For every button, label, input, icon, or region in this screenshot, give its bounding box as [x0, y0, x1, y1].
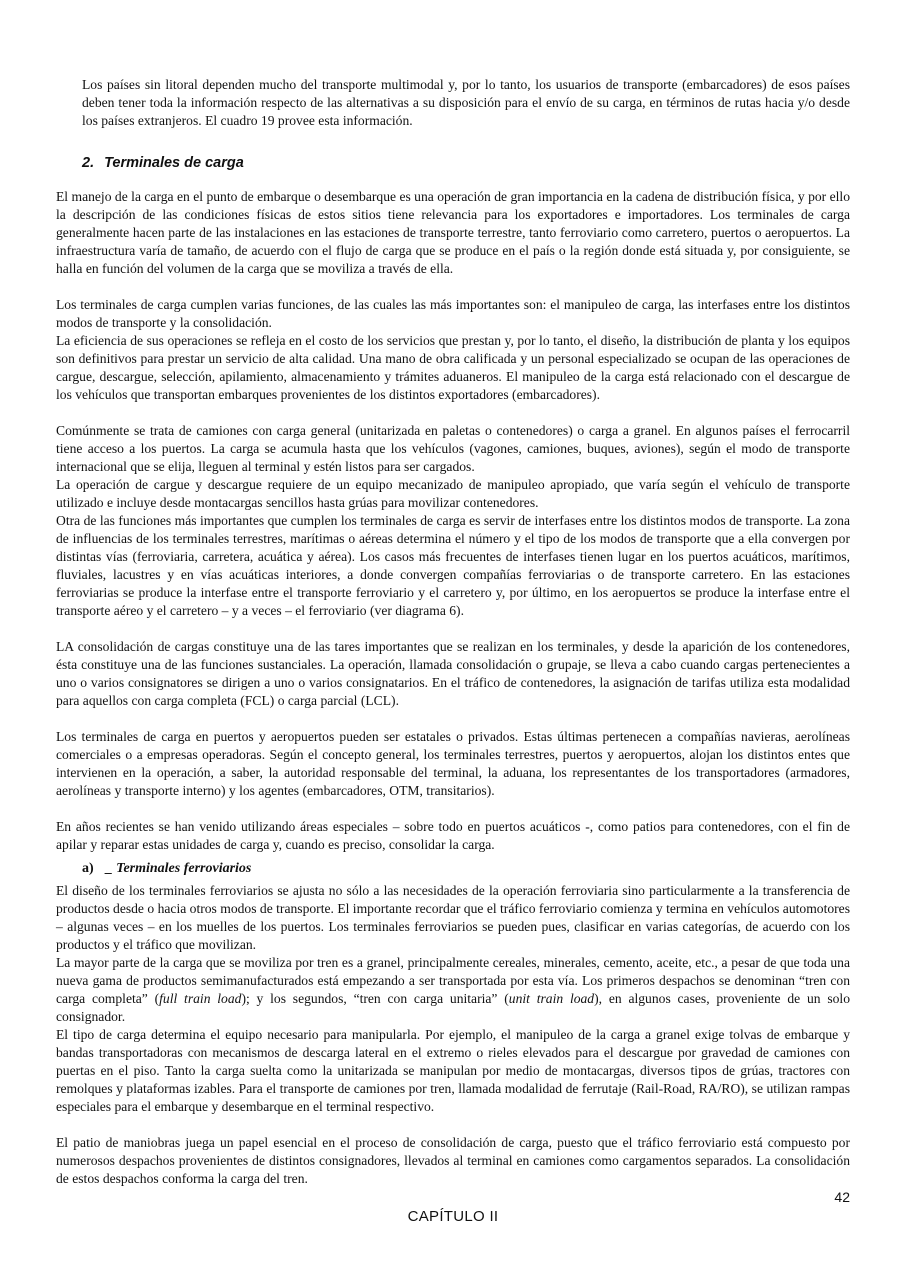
body-paragraph: La eficiencia de sus operaciones se refleja en el costo de los servicios que prestan y, por lo tanto, el diseño, la distribución de planta y los equipos son definitivos para prestar un servicio de alta calidad. Una mano de obra calificada y un personal especializado se ocupan de las operaciones de cargue, descargue, selección, apilamiento, almacenamiento y trámites aduaneros. El manipuleo de la carga está relacionado con el descargue de los vehículos que transportan embarques provenientes de los distintos exportadores (embarcadores). — [56, 333, 850, 402]
rail-paragraph: El tipo de carga determina el equipo necesario para manipularla. Por ejemplo, el manipuleo de la carga a granel exige tolvas de embarque y bandas transportadoras con mecanismos de descarga lateral en el extremo o rieles elevados para el descargue por gravedad de camiones con puertas en el piso. Tanto la carga suelta como la unitarizada se manipulan por medio de montacargas, diversos tipos de grúas, tractores con remolques y plataformas izables. Para el transporte de camiones por tren, llamada modalidad de ferrutaje (Rail-Road, RA/RO), se utilizan rampas especiales para el embarque y desembarque en el terminal respectivo. — [56, 1027, 850, 1114]
chapter-footer: CAPÍTULO II — [407, 1208, 499, 1225]
rail-paragraph-cargo — [56, 954, 850, 1026]
body-paragraph: Los terminales de carga en puertos y aeropuertos pueden ser estatales o privados. Estas últimas pertenecen a compañías navieras, aerolíneas comerciales o a empresas operadoras. Según el concepto general, los terminales terrestres, puertos y aeropuertos, alojan los distintos entes que intervienen en la operación, a saber, la autoridad responsable del terminal, la aduana, los representantes de los transportadores (armadores, aerolíneas y transporte interno) y los agentes (embarcadores, OTM, transitarios). — [56, 729, 850, 798]
body-paragraph: La operación de cargue y descargue requiere de un equipo mecanizado de manipuleo apropiado, que varía según el vehículo de transporte utilizado e incluye desde montacargas sencillos hasta grúas para movilizar contenedores. — [56, 477, 850, 510]
rail-italic-2: unit train load — [508, 991, 595, 1006]
rail-paragraph: El patio de maniobras juega un papel esencial en el proceso de consolidación de carga, puesto que el tráfico ferroviario está compuesto por numerosos despachos provenientes de distintos consignadores, llevados al terminal en camiones como cargamentos separados. La consolidación de estos despachos conforma la carga del tren. — [56, 1135, 850, 1186]
rail-text-1: La mayor parte de la carga que se moviliza por tren es a granel, principalmente cereales, minerales, cemento, aceite, etc., a pesar de que toda una nueva gama de productos semimanufacturados está empezando a ser transportada por esta vía. Los primeros despachos se denominan “tren con carga completa” ( — [56, 955, 850, 1006]
body-paragraph: El manejo de la carga en el punto de embarque o desembarque es una operación de gran importancia en la cadena de distribución física, y por ello la descripción de las condiciones físicas de estos sitios tiene relevancia para los exportadores e importadores. Los terminales de carga generalmente hacen parte de las instalaciones en las estaciones de transporte terrestre, tanto ferroviario como carretero, puertos o aeropuertos. La infraestructura varía de tamaño, de acuerdo con el flujo de carga que se produce en el país o la región donde está situada y, por consiguiente, se halla en función del volumen de la carga que se moviliza a través de ella. — [56, 189, 850, 276]
body-paragraph: Los terminales de carga cumplen varias funciones, de las cuales las más importantes son: el manipuleo de carga, las interfases entre los distintos modos de transporte y la consolidación. — [56, 297, 850, 330]
rail-text-2: ); y los segundos, “tren con carga unitaria” ( — [241, 991, 509, 1006]
page-number: 42 — [834, 1189, 850, 1205]
subsection-label: a) — [82, 861, 94, 876]
intro-paragraph: Los países sin litoral dependen mucho del transporte multimodal y, por lo tanto, los usuarios de transporte (embarcadores) de esos países deben tener toda la información respecto de las alternativas a su disposición para el envío de su carga, en términos de rutas hacia y/o desde los países extranjeros. El cuadro 19 provee esta información. — [82, 77, 850, 128]
rail-text-3: ), en algunos cases, proveniente de un solo consignador. — [56, 991, 850, 1024]
section-title: Terminales de carga — [104, 155, 244, 171]
subsection-heading — [82, 861, 251, 877]
rail-paragraph: El diseño de los terminales ferroviarios se ajusta no sólo a las necesidades de la operación ferroviaria sino particularmente a la transferencia de productos desde o hacia otros modos de transporte. El importante recordar que el tráfico ferroviario comienza y termina en vehículos automotores – algunas veces – en los muelles de los puertos. Los terminales ferroviarios se pueden pues, clasificar en varias categorías, de acuerdo con los productos y el tráfico que movilizan. — [56, 883, 850, 952]
rail-italic-1: full train load — [159, 991, 242, 1006]
section-heading — [82, 155, 244, 171]
section-number: 2. — [82, 155, 95, 171]
body-paragraph: LA consolidación de cargas constituye una de las tares importantes que se realizan en los terminales, y desde la aparición de los contenedores, ésta constituye una de las funciones sustanciales. La operación, llamada consolidación o grupaje, se lleva a cabo cuando cargas pertenecientes a uno o varios consignatores se dirigen a uno o varios consignatarios. En el tráfico de contenedores, la asignación de tarifas utiliza esta modalidad para aquellos con carga completa (FCL) o carga parcial (LCL). — [56, 639, 850, 708]
subsection-title: _ Terminales ferroviarios — [105, 861, 252, 876]
body-paragraph: Comúnmente se trata de camiones con carga general (unitarizada en paletas o contenedores) o carga a granel. En algunos países el ferrocarril tiene acceso a los puertos. La carga se acumula hasta que los vehículos (vagones, camiones, buques, aviones), según el modo de transporte internacional que se elija, lleguen al terminal y estén listos para ser cargados. — [56, 423, 850, 474]
body-paragraph: Otra de las funciones más importantes que cumplen los terminales de carga es servir de interfases entre los distintos modos de transporte. La zona de influencias de los terminales terrestres, marítimas o aéreas determina el número y el tipo de los modos de transporte que a ella convergen por distintas vías (ferroviaria, carretera, acuática y aérea). Los casos más frecuentes de interfases tienen lugar en los puertos acuáticos, marítimos, fluviales, lacustres y en vías acuáticas interiores, a donde convergen compañías ferroviarias o de transporte carretero. En las estaciones ferroviarias se produce la interfase entre el transporte ferroviario y el carretero y, por último, en los aeropuertos se produce la interfase entre el transporte aéreo y el carretero – y a veces – el ferroviario (ver diagrama 6). — [56, 513, 850, 618]
body-paragraph: En años recientes se han venido utilizando áreas especiales – sobre todo en puertos acuáticos -, como patios para contenedores, con el fin de apilar y reparar estas unidades de carga y, cuando es preciso, consolidar la carga. — [56, 819, 850, 852]
